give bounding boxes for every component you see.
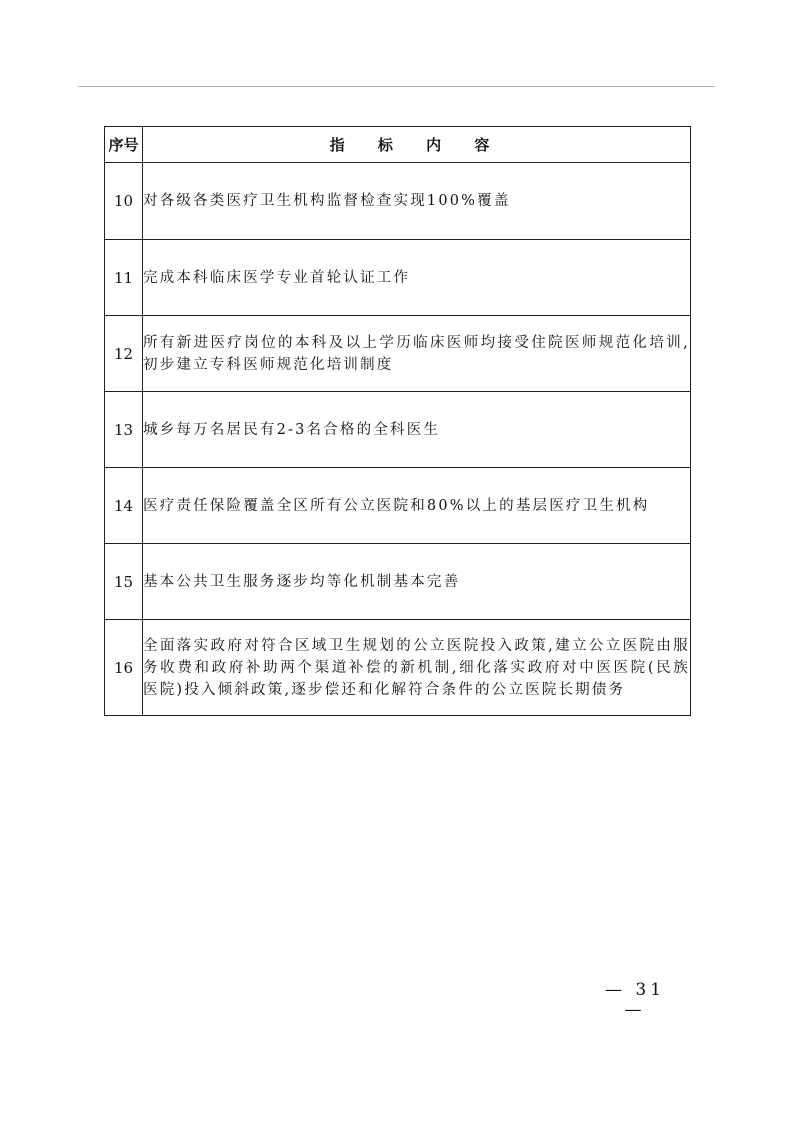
column-header-seq: 序号 xyxy=(105,127,143,163)
table-header-row xyxy=(105,127,691,163)
row-content: 完成本科临床医学专业首轮认证工作 xyxy=(143,240,691,316)
row-seq: 14 xyxy=(105,468,143,544)
row-content: 全面落实政府对符合区域卫生规划的公立医院投入政策,建立公立医院由服务收费和政府补助两个渠道补偿的新机制,细化落实政府对中医医院(民族医院)投入倾斜政策,逐步偿还和化解符合条件的公立医院长期债务 xyxy=(143,620,691,716)
table-row xyxy=(105,544,691,620)
row-seq: 16 xyxy=(105,620,143,716)
indicator-table xyxy=(104,126,691,716)
column-header-content: 指 标 内 容 xyxy=(143,127,691,163)
table-row xyxy=(105,240,691,316)
header-rule xyxy=(78,86,715,87)
row-content: 医疗责任保险覆盖全区所有公立医院和80%以上的基层医疗卫生机构 xyxy=(143,468,691,544)
row-seq: 12 xyxy=(105,316,143,392)
row-seq: 15 xyxy=(105,544,143,620)
table-row xyxy=(105,316,691,392)
table-row xyxy=(105,620,691,716)
table-row xyxy=(105,468,691,544)
table-row xyxy=(105,163,691,240)
table-row xyxy=(105,392,691,468)
row-content: 所有新进医疗岗位的本科及以上学历临床医师均接受住院医师规范化培训,初步建立专科医师规范化培训制度 xyxy=(143,316,691,392)
row-content: 对各级各类医疗卫生机构监督检查实现100%覆盖 xyxy=(143,163,691,240)
row-seq: 11 xyxy=(105,240,143,316)
page-number: — 31 — xyxy=(604,980,666,1020)
row-content: 基本公共卫生服务逐步均等化机制基本完善 xyxy=(143,544,691,620)
row-seq: 13 xyxy=(105,392,143,468)
row-seq: 10 xyxy=(105,163,143,240)
row-content: 城乡每万名居民有2-3名合格的全科医生 xyxy=(143,392,691,468)
